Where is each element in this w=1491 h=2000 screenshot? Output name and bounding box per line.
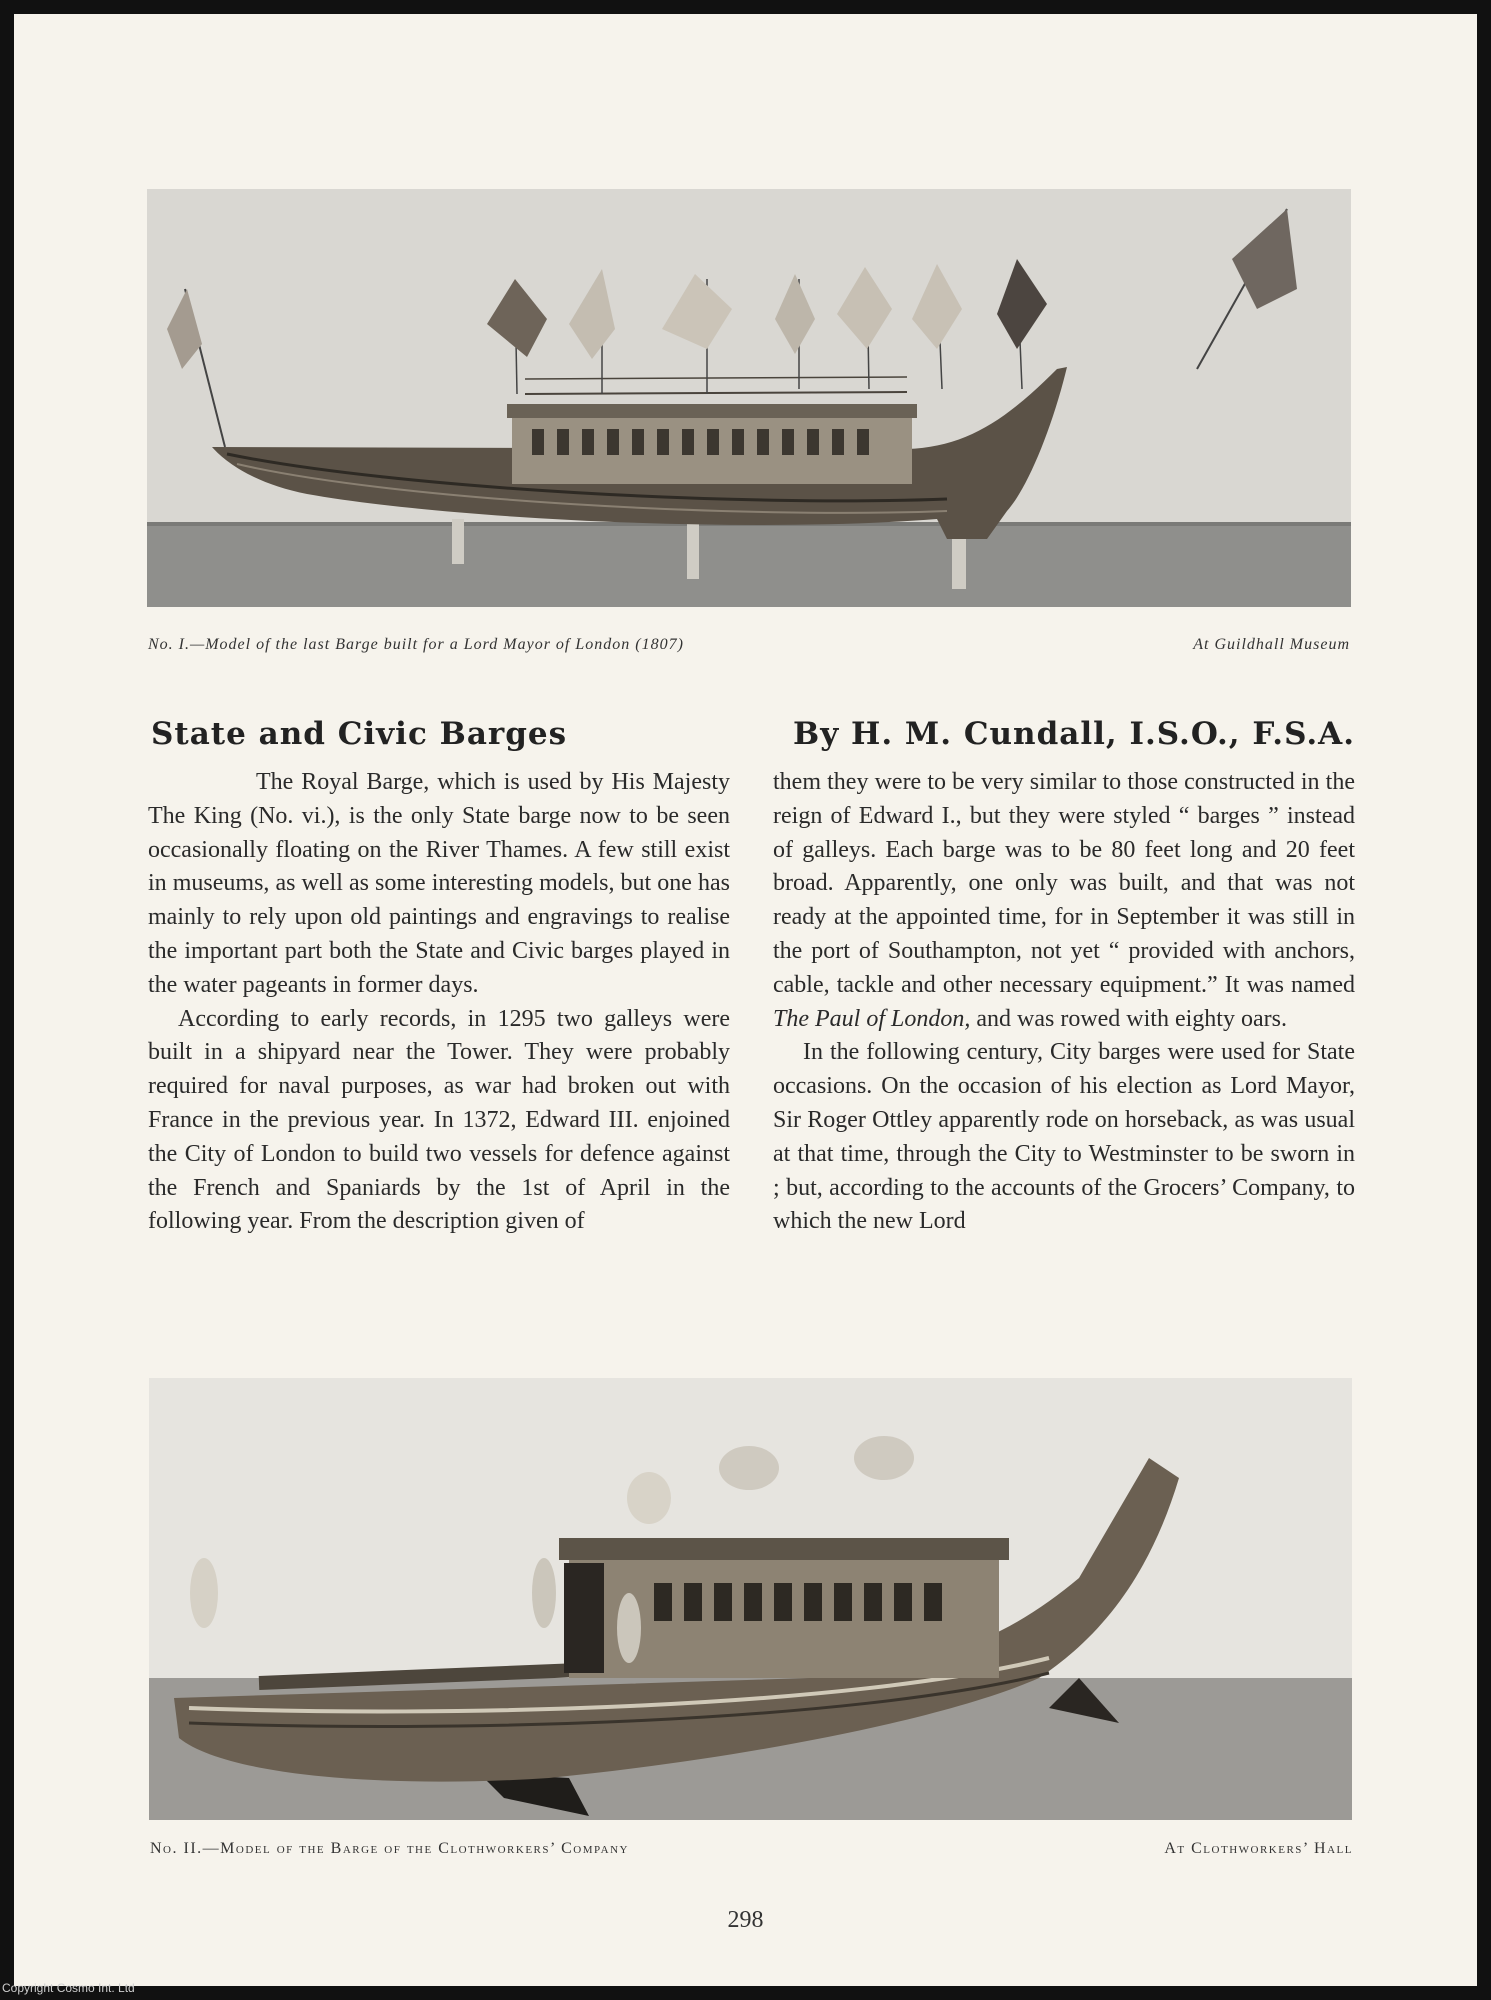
article-title: State and Civic Barges — [151, 716, 568, 752]
paragraph-barges-continued — [773, 766, 1355, 1036]
paragraph-royal-barge: The Royal Barge, which is used by His Majesty The King (No. vi.), is the only State barge now to be seen occasionally floating on the River Thames. A few still exist in museums, as well as some interesting models, but one has mainly to rely upon old paintings and engravings to realise the important part both the State and Civic barges played in the water pageants in former days. — [148, 769, 730, 998]
figure-2-caption: No. II.—Model of the Barge of the Clothworkers’ Company — [150, 1840, 629, 1857]
figure-2-photo — [149, 1378, 1352, 1820]
figure-2-location: At Clothworkers’ Hall — [1164, 1840, 1353, 1857]
paragraph-early-records: According to early records, in 1295 two galleys were built in a shipyard near the Tower. They were probably required for naval purposes, as war had broken out with France in the previous year. In 1372, Edward III. enjoined the City of London to build two vessels for defence against the French and Spaniards by the 1st of April in the following year. From the description given of — [148, 1005, 730, 1235]
figure-1-caption: No. I.—Model of the last Barge built for a Lord Mayor of London (1807) — [148, 636, 684, 653]
text-run: them they were to be very similar to those constructed in the reign of Edward I., but they were styled “ barges ” instead of galleys. Each barge was to be 80 feet long and 20 feet broad. Apparently, one only was built, and that was not ready at the appointed time, for in September it was still in the port of Southampton, not yet “ provided with anchors, cable, tackle and other necessary equipment.” It was named — [773, 769, 1355, 998]
copyright-notice: Copyright Cosmo Int. Ltd — [2, 1981, 135, 1995]
text-run: and was rowed with eighty oars. — [976, 1005, 1287, 1032]
right-column — [773, 766, 1355, 1239]
paragraph-following-century: In the following century, City barges were used for State occasions. On the occasion of his election as Lord Mayor, Sir Roger Ottley apparently rode on horseback, as was usual at that time, through the City to Westminster to be sworn in ; but, according to the accounts of the Grocers’ Company, to which the new Lord — [773, 1039, 1355, 1235]
article-byline: By H. M. Cundall, I.S.O., F.S.A. — [793, 716, 1355, 752]
left-column — [148, 766, 730, 1239]
figure-1-photo — [147, 189, 1351, 607]
magazine-page — [14, 14, 1477, 1986]
figure-1-location: At Guildhall Museum — [1193, 636, 1350, 653]
ship-name: The Paul of London, — [773, 1005, 971, 1032]
page-number: 298 — [727, 1907, 764, 1933]
